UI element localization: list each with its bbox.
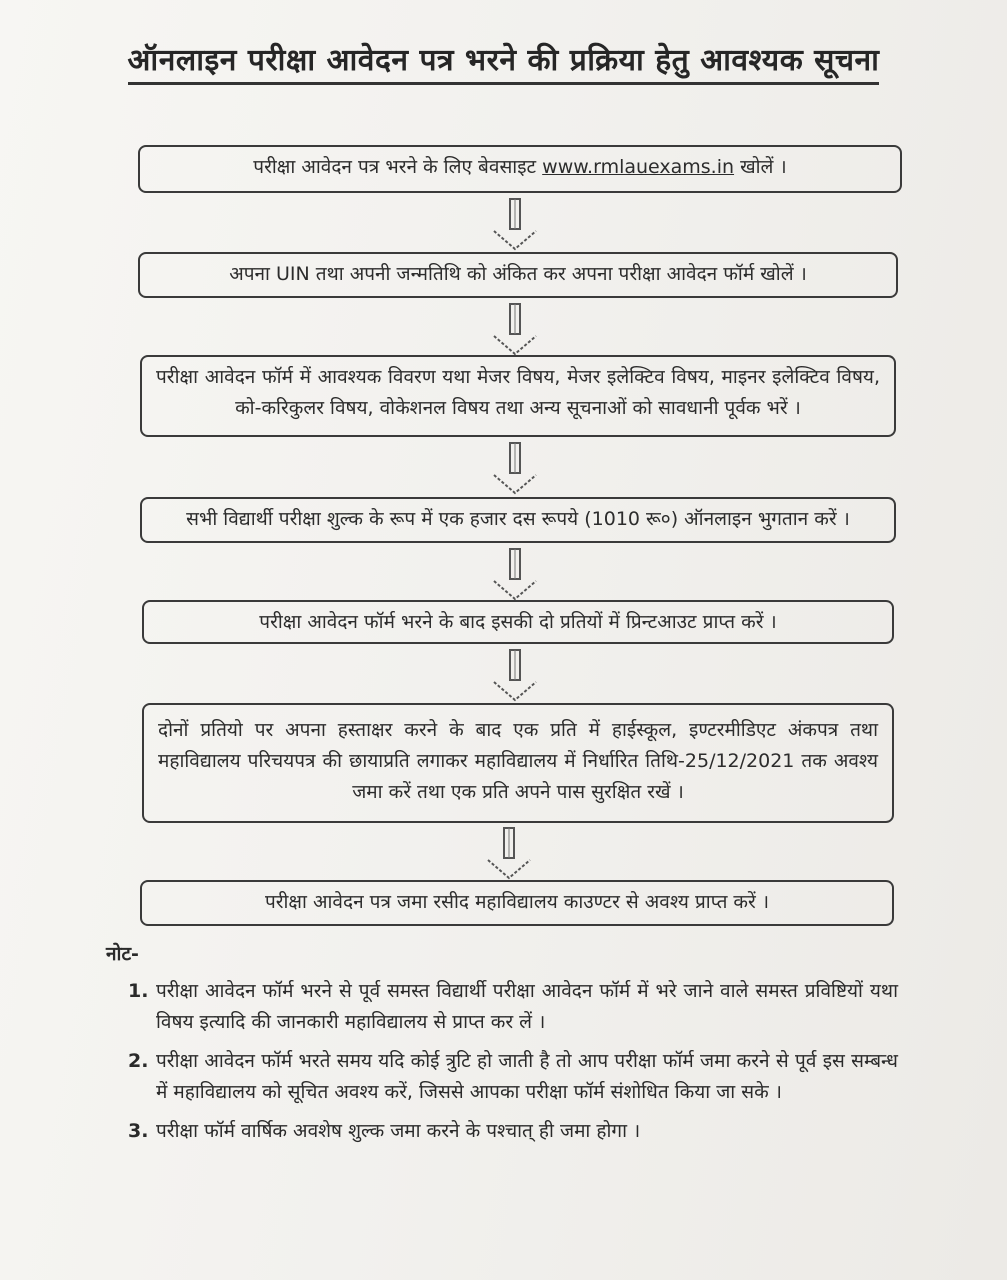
list-item: [128, 1116, 898, 1147]
down-arrow-icon: [490, 302, 540, 358]
list-item: [128, 1046, 898, 1108]
website-link[interactable]: www.rmlauexams.in: [542, 156, 735, 178]
list-item: [128, 976, 898, 1038]
down-arrow-icon: [490, 441, 540, 497]
note-text: परीक्षा आवेदन फॉर्म भरते समय यदि कोई त्रुटि हो जाती है तो आप परीक्षा फॉर्म जमा करने से पूर्व इस सम्बन्ध में महाविद्यालय को सूचित अवश्य करें, जिससे आपका परीक्षा फॉर्म संशोधित किया जा सके ।: [156, 1050, 898, 1103]
down-arrow-icon: [484, 826, 534, 882]
step-7-box: [140, 880, 894, 926]
page-title: [0, 38, 1007, 79]
step-3-box: [140, 355, 896, 437]
step-6-box: [142, 703, 894, 823]
step-6-text: दोनों प्रतियो पर अपना हस्ताक्षर करने के बाद एक प्रति में हाईस्कूल, इण्टरमीडिएट अंकपत्र तथा महाविद्यालय परिचयपत्र की छायाप्रति लगाकर महाविद्यालय में निर्धारित तिथि-25/12/2021 तक अवश्य जमा करें तथा एक प्रति अपने पास सुरक्षित रखें ।: [158, 719, 878, 803]
down-arrow-icon: [490, 648, 540, 704]
note-number: 1.: [128, 980, 149, 1002]
step-1-box: [138, 145, 902, 193]
step-1-text-end: खोलें ।: [740, 156, 787, 178]
step-3-text: परीक्षा आवेदन फॉर्म में आवश्यक विवरण यथा मेजर विषय, मेजर इलेक्टिव विषय, माइनर इलेक्टिव विषय, को-करिकुलर विषय, वोकेशनल विषय तथा अन्य सूचनाओं को सावधानी पूर्वक भरें ।: [156, 366, 880, 419]
step-5-text: परीक्षा आवेदन फॉर्म भरने के बाद इसकी दो प्रतियों में प्रिन्टआउट प्राप्त करें ।: [259, 611, 777, 633]
note-number: 3.: [128, 1120, 149, 1142]
step-1-text: परीक्षा आवेदन पत्र भरने के लिए बेवसाइट: [253, 156, 537, 178]
down-arrow-icon: [490, 197, 540, 253]
step-2-text: अपना UIN तथा अपनी जन्मतिथि को अंकित कर अपना परीक्षा आवेदन फॉर्म खोलें ।: [229, 263, 807, 285]
note-text: परीक्षा फॉर्म वार्षिक अवशेष शुल्क जमा करने के पश्चात् ही जमा होगा ।: [156, 1120, 641, 1142]
step-2-box: [138, 252, 898, 298]
step-4-box: [140, 497, 896, 543]
step-5-box: [142, 600, 894, 644]
step-7-text: परीक्षा आवेदन पत्र जमा रसीद महाविद्यालय काउण्टर से अवश्य प्राप्त करें ।: [264, 891, 770, 913]
down-arrow-icon: [490, 547, 540, 603]
note-heading: नोट-: [106, 943, 139, 965]
note-list: [128, 976, 898, 1155]
note-number: 2.: [128, 1050, 149, 1072]
step-4-text: सभी विद्यार्थी परीक्षा शुल्क के रूप में एक हजार दस रूपये (1010 रू०) ऑनलाइन भुगतान करें ।: [186, 508, 850, 530]
note-text: परीक्षा आवेदन फॉर्म भरने से पूर्व समस्त विद्यार्थी परीक्षा आवेदन फॉर्म में भरे जाने वाले समस्त प्रविष्टियों यथा विषय इत्यादि की जानकारी महाविद्यालय से प्राप्त कर लें ।: [156, 980, 898, 1033]
page-title-text: ऑनलाइन परीक्षा आवेदन पत्र भरने की प्रक्रिया हेतु आवश्यक सूचना: [128, 43, 880, 85]
